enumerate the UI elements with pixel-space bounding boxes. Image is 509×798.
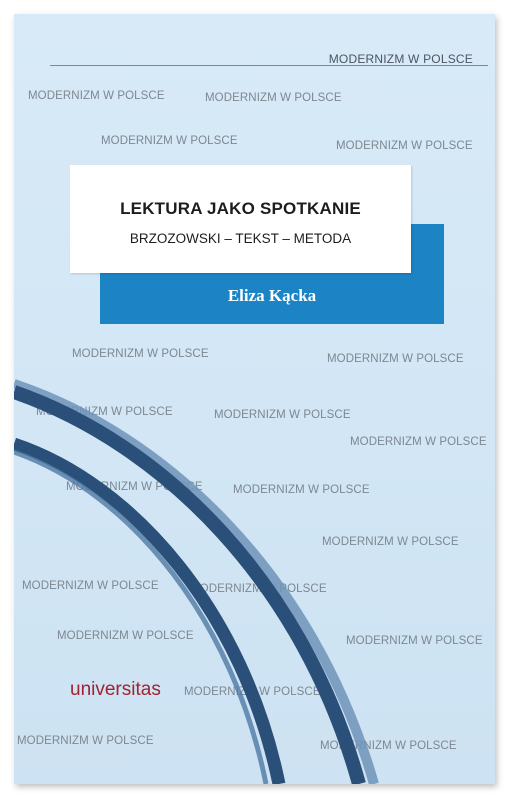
watermark: MODERNIZM W POLSCE bbox=[320, 740, 457, 752]
series-title: MODERNIZM W POLSCE bbox=[328, 52, 473, 66]
watermark: MODERNIZM W POLSCE bbox=[205, 92, 342, 104]
book-subtitle: BRZOZOWSKI – TEKST – METODA bbox=[129, 231, 352, 246]
watermark: MODERNIZM W POLSCE bbox=[346, 635, 483, 647]
watermark: MODERNIZM W POLSCE bbox=[57, 630, 194, 642]
book-cover bbox=[14, 14, 495, 784]
book-title: LEKTURA JAKO SPOTKANIE bbox=[120, 199, 361, 218]
watermark: MODERNIZM W POLSCE bbox=[72, 348, 209, 360]
author-name: Eliza Kącka bbox=[227, 286, 317, 305]
watermark: MODERNIZM W POLSCE bbox=[350, 436, 487, 448]
watermark: MODERNIZM W POLSCE bbox=[327, 353, 464, 365]
watermark: MODERNIZM W POLSCE bbox=[190, 583, 327, 595]
watermark: MODERNIZM W POLSCE bbox=[336, 140, 473, 152]
watermark: MODERNIZM W POLSCE bbox=[66, 481, 203, 493]
watermark: MODERNIZM W POLSCE bbox=[36, 406, 173, 418]
publisher-logo: universitas bbox=[70, 679, 161, 700]
watermark: MODERNIZM W POLSCE bbox=[101, 135, 238, 147]
watermark: MODERNIZM W POLSCE bbox=[322, 536, 459, 548]
watermark: MODERNIZM W POLSCE bbox=[184, 686, 321, 698]
watermark: MODERNIZM W POLSCE bbox=[28, 90, 165, 102]
watermark: MODERNIZM W POLSCE bbox=[22, 580, 159, 592]
watermark: MODERNIZM W POLSCE bbox=[17, 735, 154, 747]
watermark: MODERNIZM W POLSCE bbox=[214, 409, 351, 421]
title-box bbox=[70, 165, 411, 273]
blue-swoosh-graphic bbox=[14, 14, 495, 784]
watermark: MODERNIZM W POLSCE bbox=[233, 484, 370, 496]
